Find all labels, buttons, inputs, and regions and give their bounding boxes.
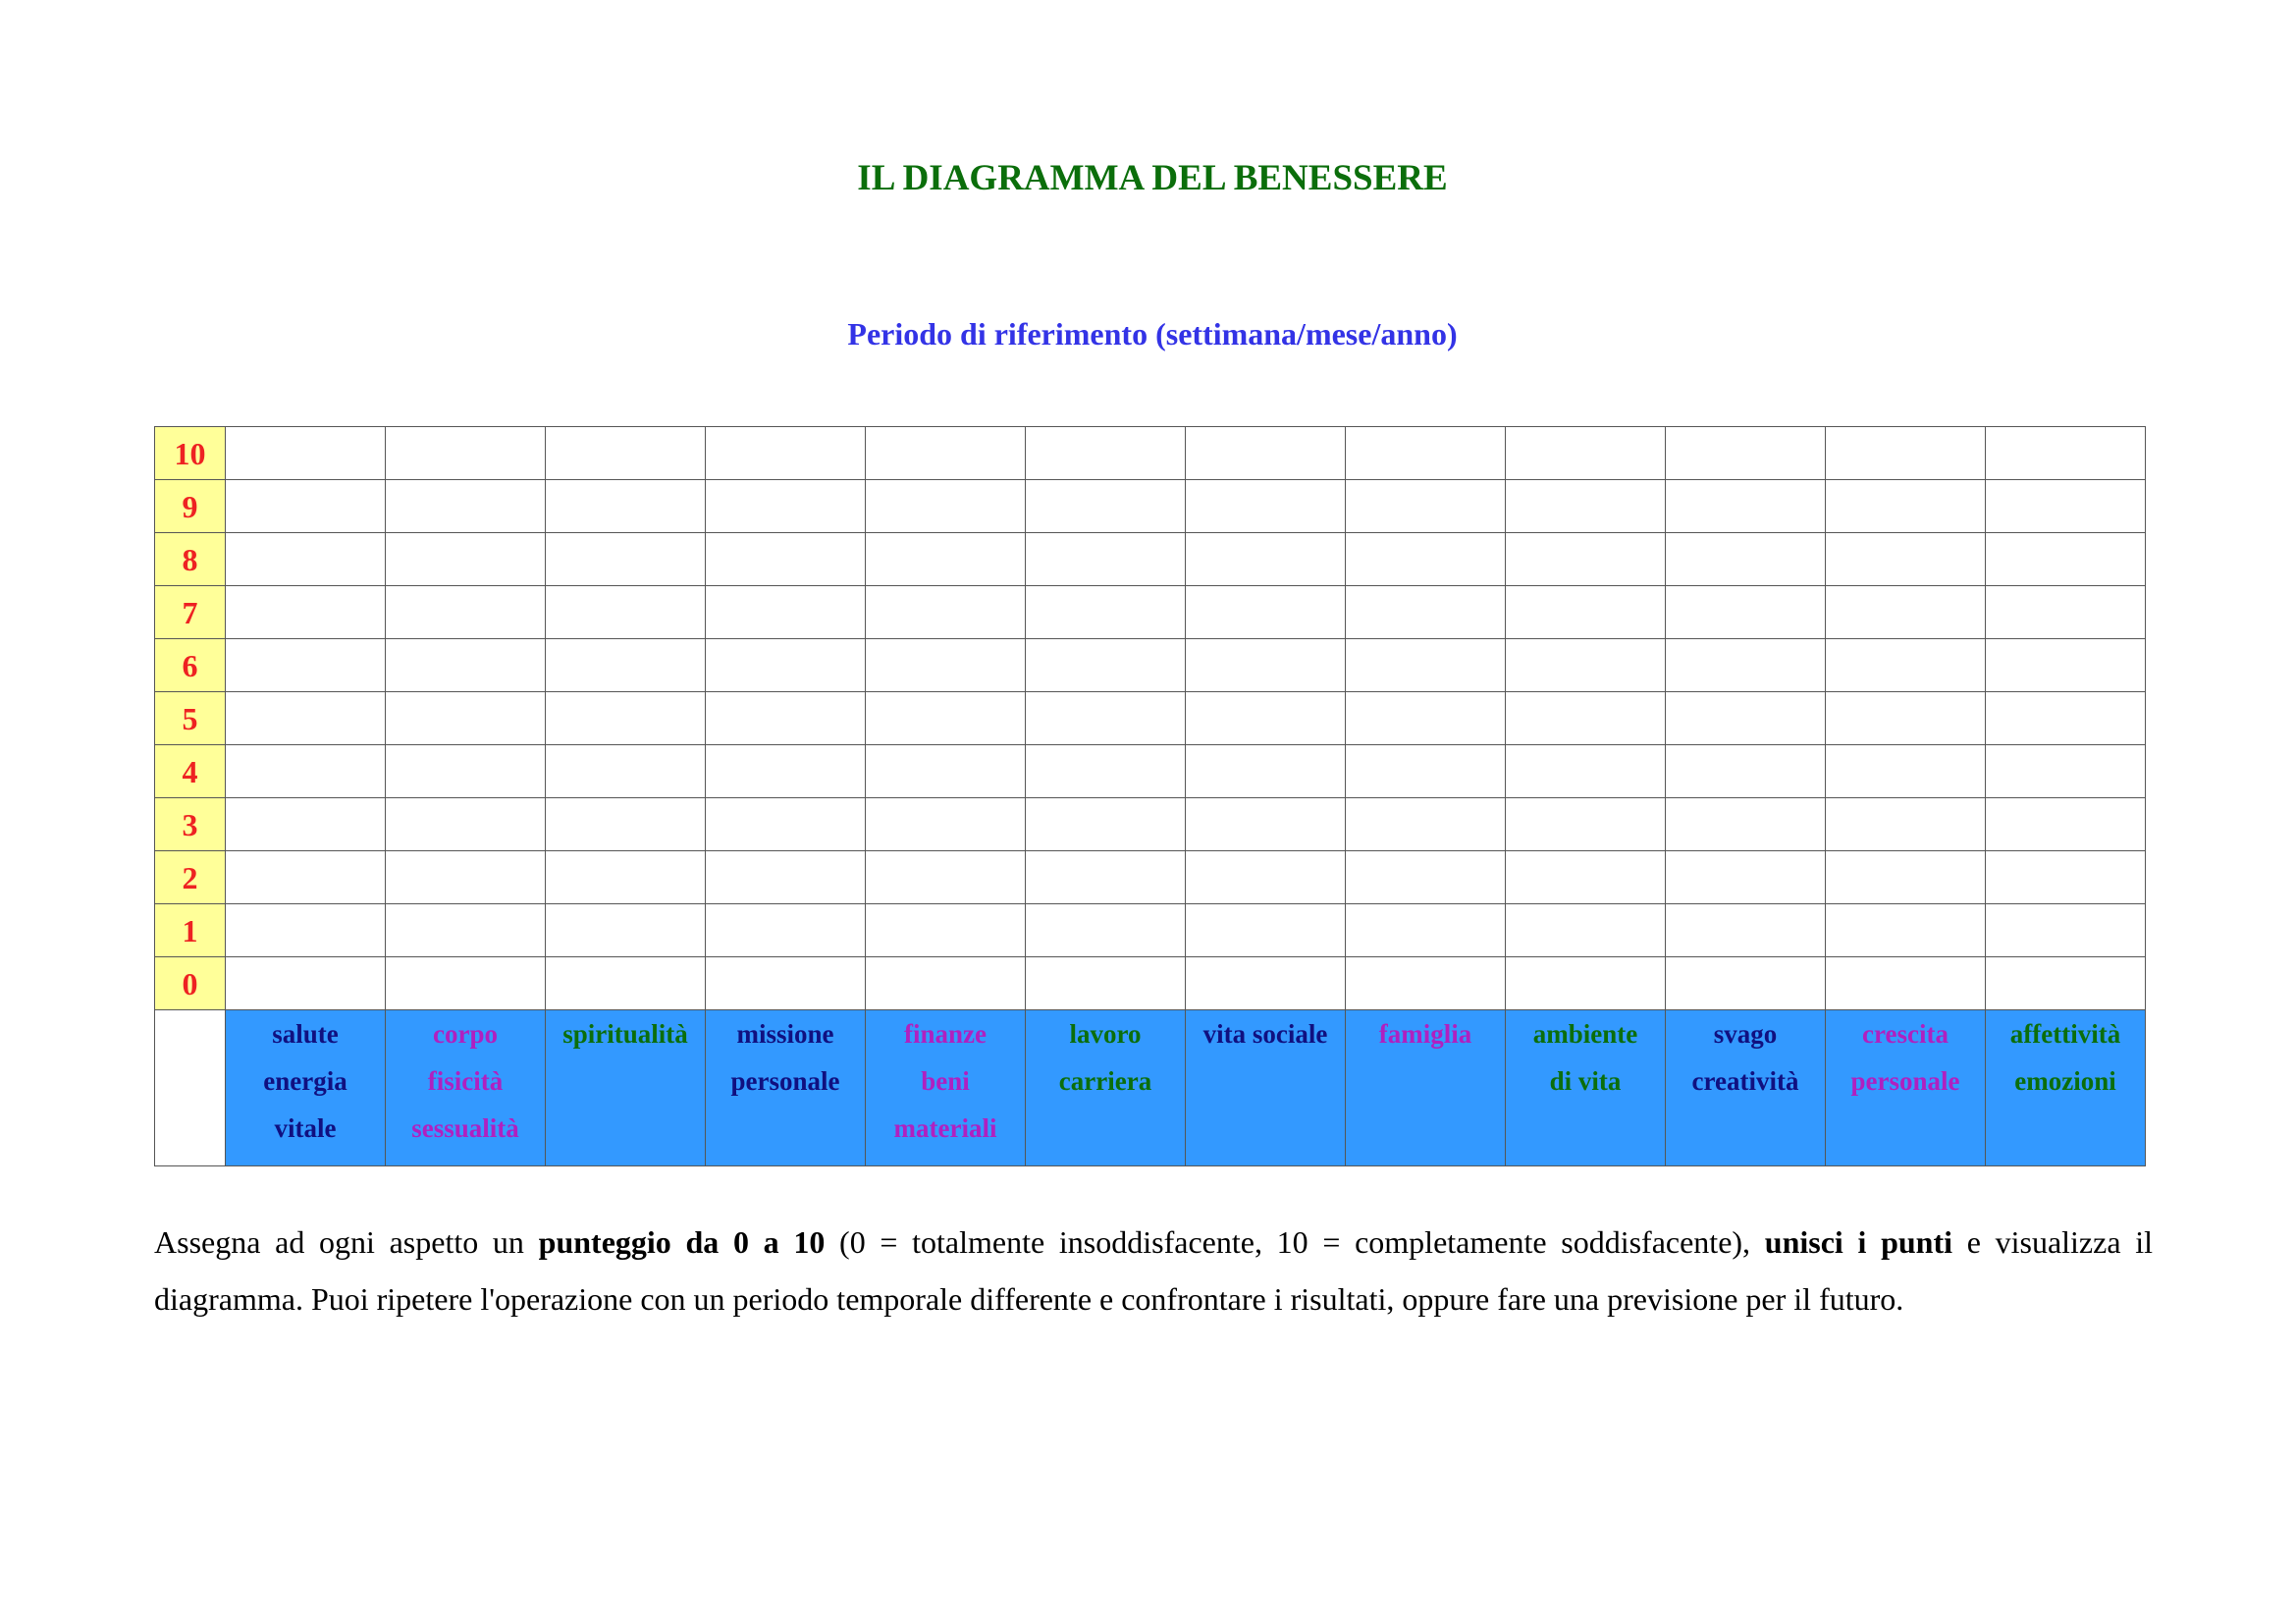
grid-cell[interactable] <box>1986 427 2146 480</box>
grid-cell[interactable] <box>386 533 546 586</box>
grid-cell[interactable] <box>866 904 1026 957</box>
aspect-label <box>226 1010 386 1166</box>
grid-cell[interactable] <box>1826 745 1986 798</box>
grid-cell[interactable] <box>226 745 386 798</box>
grid-cell[interactable] <box>226 480 386 533</box>
aspect-label-line: svago <box>1713 1019 1778 1049</box>
grid-cell[interactable] <box>706 745 866 798</box>
aspect-label-line: lavoro <box>1069 1019 1142 1049</box>
grid-cell[interactable] <box>1826 851 1986 904</box>
grid-cell[interactable] <box>226 851 386 904</box>
aspect-label-line: missione <box>736 1019 834 1049</box>
aspect-label-line: crescita <box>1862 1019 1949 1049</box>
aspect-label <box>866 1010 1026 1166</box>
corner-cell <box>155 1010 226 1166</box>
grid-cell[interactable] <box>706 798 866 851</box>
grid-cell[interactable] <box>706 904 866 957</box>
grid-cell[interactable] <box>1346 586 1506 639</box>
grid-cell[interactable] <box>1026 586 1186 639</box>
instructions-paragraph <box>154 1214 2153 1327</box>
grid-cell[interactable] <box>1666 904 1826 957</box>
grid-cell[interactable] <box>1506 639 1666 692</box>
grid-cell[interactable] <box>226 957 386 1010</box>
aspect-label-line: salute <box>272 1019 339 1049</box>
grid-cell[interactable] <box>1026 480 1186 533</box>
grid-cell[interactable] <box>1826 533 1986 586</box>
grid-cell[interactable] <box>1666 480 1826 533</box>
grid-cell[interactable] <box>1986 798 2146 851</box>
grid-cell[interactable] <box>1026 904 1186 957</box>
grid-cell[interactable] <box>1666 957 1826 1010</box>
score-label: 5 <box>155 692 226 745</box>
score-label: 3 <box>155 798 226 851</box>
wellbeing-diagram-grid <box>154 426 2146 1166</box>
score-label: 8 <box>155 533 226 586</box>
aspect-label <box>706 1010 866 1166</box>
grid-cell[interactable] <box>866 798 1026 851</box>
grid-cell[interactable] <box>1026 798 1186 851</box>
grid-cell[interactable] <box>1186 427 1346 480</box>
grid-cell[interactable] <box>1026 427 1186 480</box>
score-label: 4 <box>155 745 226 798</box>
grid-cell[interactable] <box>1346 427 1506 480</box>
grid-cell[interactable] <box>1026 957 1186 1010</box>
grid-cell[interactable] <box>1506 957 1666 1010</box>
grid-cell[interactable] <box>706 427 866 480</box>
grid-cell[interactable] <box>1986 957 2146 1010</box>
grid-cell[interactable] <box>1666 692 1826 745</box>
aspect-label <box>386 1010 546 1166</box>
grid-cell[interactable] <box>546 745 706 798</box>
aspect-label-line: corpo <box>433 1019 498 1049</box>
grid-cell[interactable] <box>1506 745 1666 798</box>
score-label: 9 <box>155 480 226 533</box>
grid-cell[interactable] <box>706 692 866 745</box>
aspect-label-line: vita sociale <box>1202 1019 1328 1049</box>
grid-cell[interactable] <box>1826 480 1986 533</box>
grid-cell[interactable] <box>1826 692 1986 745</box>
grid-cell[interactable] <box>1506 533 1666 586</box>
score-row <box>155 745 2146 798</box>
grid-cell[interactable] <box>1026 639 1186 692</box>
grid-cell[interactable] <box>1666 745 1826 798</box>
aspect-label <box>1346 1010 1506 1166</box>
page-title: IL DIAGRAMMA DEL BENESSERE <box>857 158 1448 198</box>
aspect-label <box>546 1010 706 1166</box>
grid-cell[interactable] <box>546 533 706 586</box>
aspect-label <box>1186 1010 1346 1166</box>
grid-cell[interactable] <box>1186 639 1346 692</box>
instructions-text: (0 = totalmente insoddisfacente, 10 = completamente soddisfacente), <box>825 1224 1765 1260</box>
grid-body <box>155 427 2146 1166</box>
aspect-label <box>1986 1010 2146 1166</box>
grid-cell[interactable] <box>1986 639 2146 692</box>
grid-cell[interactable] <box>1666 851 1826 904</box>
score-row <box>155 427 2146 480</box>
grid-cell[interactable] <box>386 586 546 639</box>
grid-cell[interactable] <box>1986 745 2146 798</box>
grid-cell[interactable] <box>1346 798 1506 851</box>
grid-cell[interactable] <box>1666 586 1826 639</box>
instructions-connect-points: unisci i punti <box>1764 1224 1953 1260</box>
grid-cell[interactable] <box>546 639 706 692</box>
aspect-label-line: creatività <box>1691 1066 1799 1096</box>
grid-cell[interactable] <box>386 692 546 745</box>
grid-cell[interactable] <box>866 480 1026 533</box>
grid-cell[interactable] <box>1826 586 1986 639</box>
grid-cell[interactable] <box>546 427 706 480</box>
grid-cell[interactable] <box>706 639 866 692</box>
aspect-label-line: materiali <box>893 1113 997 1143</box>
score-label: 0 <box>155 957 226 1010</box>
reference-period-subtitle: Periodo di riferimento (settimana/mese/anno) <box>847 316 1458 352</box>
grid-cell[interactable] <box>546 851 706 904</box>
grid-cell[interactable] <box>866 692 1026 745</box>
grid-cell[interactable] <box>866 533 1026 586</box>
grid-cell[interactable] <box>226 692 386 745</box>
grid-cell[interactable] <box>226 427 386 480</box>
grid-cell[interactable] <box>1666 798 1826 851</box>
aspect-label-line: vitale <box>274 1113 337 1143</box>
grid-cell[interactable] <box>706 957 866 1010</box>
grid-cell[interactable] <box>1346 851 1506 904</box>
grid-cell[interactable] <box>1186 904 1346 957</box>
grid-cell[interactable] <box>546 904 706 957</box>
grid-cell[interactable] <box>1346 904 1506 957</box>
grid-cell[interactable] <box>1186 480 1346 533</box>
grid-cell[interactable] <box>1346 692 1506 745</box>
grid-cell[interactable] <box>386 904 546 957</box>
grid-cell[interactable] <box>1826 639 1986 692</box>
aspect-label-line: carriera <box>1058 1066 1152 1096</box>
aspect-label-line: personale <box>1850 1066 1960 1096</box>
grid-cell[interactable] <box>226 586 386 639</box>
grid-cell[interactable] <box>1346 533 1506 586</box>
score-row <box>155 533 2146 586</box>
aspect-label <box>1666 1010 1826 1166</box>
grid-cell[interactable] <box>1666 533 1826 586</box>
grid-cell[interactable] <box>546 798 706 851</box>
aspect-label <box>1506 1010 1666 1166</box>
grid-cell[interactable] <box>1826 798 1986 851</box>
grid-cell[interactable] <box>546 692 706 745</box>
grid-cell[interactable] <box>386 427 546 480</box>
grid-cell[interactable] <box>706 586 866 639</box>
grid-cell[interactable] <box>386 480 546 533</box>
grid-cell[interactable] <box>1186 957 1346 1010</box>
grid-cell[interactable] <box>1826 427 1986 480</box>
grid-cell[interactable] <box>1346 957 1506 1010</box>
aspect-label-line: affettività <box>2009 1019 2121 1049</box>
aspect-label-row <box>155 1010 2146 1166</box>
score-row <box>155 480 2146 533</box>
grid-cell[interactable] <box>866 427 1026 480</box>
aspect-label-line: spiritualità <box>562 1019 688 1049</box>
aspect-label-line: ambiente <box>1532 1019 1638 1049</box>
grid-cell[interactable] <box>1186 692 1346 745</box>
grid-cell[interactable] <box>1826 957 1986 1010</box>
grid-cell[interactable] <box>866 957 1026 1010</box>
grid-cell[interactable] <box>706 851 866 904</box>
aspect-label-line: fisicità <box>427 1066 504 1096</box>
grid-cell[interactable] <box>1506 692 1666 745</box>
score-row <box>155 851 2146 904</box>
grid-cell[interactable] <box>226 798 386 851</box>
grid-cell[interactable] <box>386 851 546 904</box>
instructions-text: e visualizza il diagramma. Puoi ripetere l'operazione con un periodo temporale differente e confrontare i risultati, oppure fare una previsione per il futuro. <box>154 1224 2154 1317</box>
grid-cell[interactable] <box>1026 851 1186 904</box>
grid-cell[interactable] <box>1666 639 1826 692</box>
grid-cell[interactable] <box>1506 427 1666 480</box>
grid-cell[interactable] <box>1986 533 2146 586</box>
grid-cell[interactable] <box>1186 798 1346 851</box>
grid-cell[interactable] <box>1026 745 1186 798</box>
grid-cell[interactable] <box>1506 851 1666 904</box>
score-row <box>155 692 2146 745</box>
aspect-label-line: di vita <box>1549 1066 1622 1096</box>
grid-cell[interactable] <box>1186 851 1346 904</box>
grid-cell[interactable] <box>866 745 1026 798</box>
grid-cell[interactable] <box>386 639 546 692</box>
grid-cell[interactable] <box>546 957 706 1010</box>
aspect-label-line: beni <box>921 1066 970 1096</box>
aspect-label-line: finanze <box>904 1019 987 1049</box>
score-row <box>155 586 2146 639</box>
score-label: 2 <box>155 851 226 904</box>
grid-cell[interactable] <box>1346 639 1506 692</box>
grid-cell[interactable] <box>1506 904 1666 957</box>
grid-cell[interactable] <box>1506 798 1666 851</box>
grid-cell[interactable] <box>226 639 386 692</box>
grid-cell[interactable] <box>1186 586 1346 639</box>
grid-cell[interactable] <box>866 586 1026 639</box>
grid-cell[interactable] <box>1986 904 2146 957</box>
grid-cell[interactable] <box>1026 533 1186 586</box>
aspect-label <box>1026 1010 1186 1166</box>
aspect-label-line: famiglia <box>1378 1019 1472 1049</box>
grid-cell[interactable] <box>386 745 546 798</box>
score-label: 6 <box>155 639 226 692</box>
grid-cell[interactable] <box>1986 586 2146 639</box>
grid-cell[interactable] <box>1666 427 1826 480</box>
score-row <box>155 639 2146 692</box>
grid-cell[interactable] <box>226 904 386 957</box>
instructions-text: Assegna ad ogni aspetto un <box>154 1224 539 1260</box>
aspect-label-line: emozioni <box>2014 1066 2116 1096</box>
grid-cell[interactable] <box>1186 745 1346 798</box>
grid-cell[interactable] <box>1346 480 1506 533</box>
grid-cell[interactable] <box>1986 692 2146 745</box>
grid-cell[interactable] <box>1826 904 1986 957</box>
aspect-label <box>1826 1010 1986 1166</box>
grid-cell[interactable] <box>1986 480 2146 533</box>
grid-cell[interactable] <box>1506 480 1666 533</box>
score-row <box>155 904 2146 957</box>
aspect-label-line: energia <box>263 1066 347 1096</box>
grid-cell[interactable] <box>1186 533 1346 586</box>
grid-cell[interactable] <box>866 851 1026 904</box>
grid-cell[interactable] <box>546 586 706 639</box>
grid-cell[interactable] <box>226 533 386 586</box>
aspect-label-line: personale <box>730 1066 840 1096</box>
grid-cell[interactable] <box>386 957 546 1010</box>
score-label: 7 <box>155 586 226 639</box>
grid-cell[interactable] <box>866 639 1026 692</box>
grid-cell[interactable] <box>546 480 706 533</box>
score-label: 10 <box>155 427 226 480</box>
grid-cell[interactable] <box>706 533 866 586</box>
score-row <box>155 798 2146 851</box>
score-row <box>155 957 2146 1010</box>
grid-cell[interactable] <box>1346 745 1506 798</box>
grid-cell[interactable] <box>1026 692 1186 745</box>
aspect-label-line: sessualità <box>411 1113 519 1143</box>
instructions-score-range: punteggio da 0 a 10 <box>538 1224 826 1260</box>
score-label: 1 <box>155 904 226 957</box>
grid-cell[interactable] <box>386 798 546 851</box>
grid-cell[interactable] <box>706 480 866 533</box>
grid-cell[interactable] <box>1506 586 1666 639</box>
grid-cell[interactable] <box>1986 851 2146 904</box>
